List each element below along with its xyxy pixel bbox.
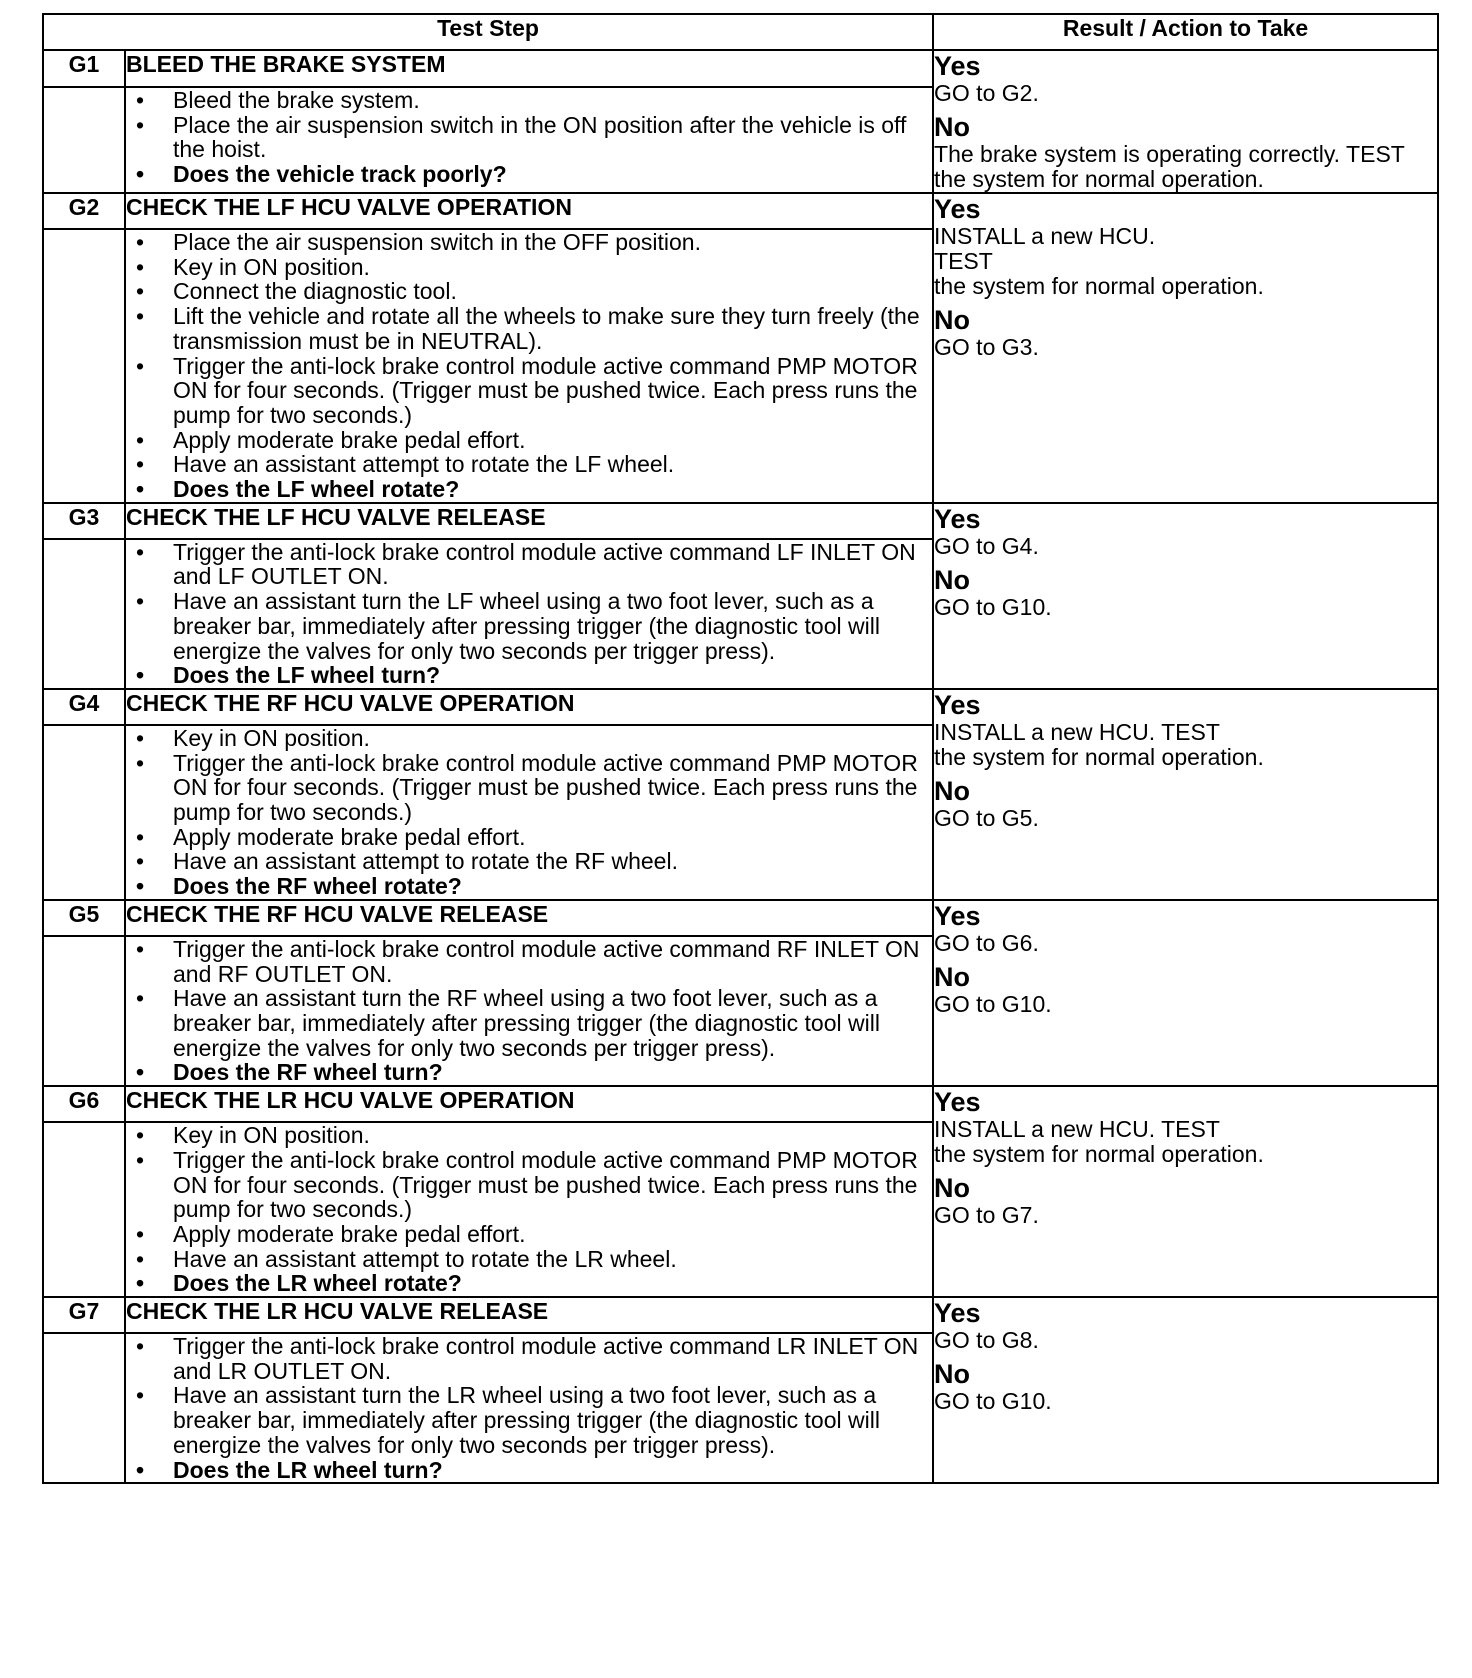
step-instruction: • Bleed the brake system.: [126, 88, 932, 113]
instruction-list: [126, 1123, 932, 1296]
step-title: BLEED THE BRAKE SYSTEM: [125, 50, 933, 87]
step-id-blank: [43, 229, 125, 503]
step-id: G4: [43, 689, 125, 725]
step-instruction: • Connect the diagnostic tool.: [126, 279, 932, 304]
step-question: • Does the LF wheel rotate?: [126, 477, 932, 502]
step-id: G5: [43, 900, 125, 936]
step-title: CHECK THE RF HCU VALVE RELEASE: [125, 900, 933, 936]
step-instruction: • Lift the vehicle and rotate all the wheels to make sure they turn freely (the transmission must be in NEUTRAL).: [126, 304, 932, 353]
step-instructions-cell: [125, 539, 933, 689]
step-id: G7: [43, 1297, 125, 1333]
header-result-action: Result / Action to Take: [933, 14, 1438, 50]
step-instruction: • Key in ON position.: [126, 255, 932, 280]
instruction-list: [126, 726, 932, 899]
step-id-blank: [43, 1122, 125, 1297]
step-instruction: • Trigger the anti-lock brake control module active command LF INLET ON and LF OUTLET ON.: [126, 540, 932, 589]
step-question: • Does the RF wheel turn?: [126, 1060, 932, 1085]
step-id: G3: [43, 503, 125, 539]
yes-action: INSTALL a new HCU. TEST the system for normal operation.: [934, 718, 1264, 770]
step-instruction: • Trigger the anti-lock brake control module active command PMP MOTOR ON for four seconds. (Trigger must be pushed twice. Each press runs the pump for two seconds.): [126, 751, 932, 825]
no-label: No: [934, 775, 971, 806]
step-instruction: • Have an assistant attempt to rotate the LF wheel.: [126, 452, 932, 477]
step-instruction: • Have an assistant attempt to rotate the RF wheel.: [126, 849, 932, 874]
result-action-cell: [933, 1086, 1438, 1297]
step-title-row: [43, 50, 1438, 87]
header-test-step: Test Step: [43, 14, 933, 50]
step-instruction: • Trigger the anti-lock brake control module active command LR INLET ON and LR OUTLET ON.: [126, 1334, 932, 1383]
step-instructions-cell: [125, 936, 933, 1086]
step-instructions-cell: [125, 725, 933, 900]
step-instruction: • Apply moderate brake pedal effort.: [126, 1222, 932, 1247]
step-title-row: [43, 1297, 1438, 1333]
diagnostic-table-sheet: [42, 13, 1437, 1484]
step-question: • Does the vehicle track poorly?: [126, 162, 932, 187]
result-action-cell: [933, 900, 1438, 1086]
step-title: CHECK THE RF HCU VALVE OPERATION: [125, 689, 933, 725]
step-id: G2: [43, 193, 125, 229]
step-title-row: [43, 900, 1438, 936]
step-title: CHECK THE LF HCU VALVE OPERATION: [125, 193, 933, 229]
step-instruction: • Trigger the anti-lock brake control module active command PMP MOTOR ON for four seconds. (Trigger must be pushed twice. Each press runs the pump for two seconds.): [126, 1148, 932, 1222]
instruction-list: [126, 1334, 932, 1482]
yes-action: INSTALL a new HCU. TEST the system for normal operation.: [934, 1116, 1264, 1168]
no-action: GO to G10.: [934, 990, 1052, 1017]
no-label: No: [934, 112, 971, 142]
instruction-list: [126, 88, 932, 187]
yes-label: Yes: [934, 689, 981, 720]
step-question: • Does the LR wheel rotate?: [126, 1271, 932, 1296]
no-label: No: [934, 1173, 971, 1204]
step-id-blank: [43, 539, 125, 689]
step-id: G6: [43, 1086, 125, 1122]
no-action: GO to G10.: [934, 593, 1052, 620]
no-action: The brake system is operating correctly. TEST the system for normal operation.: [934, 141, 1405, 192]
step-instruction: • Trigger the anti-lock brake control module active command RF INLET ON and RF OUTLET ON.: [126, 937, 932, 986]
yes-label: Yes: [934, 1298, 981, 1329]
result-action-cell: [933, 193, 1438, 503]
yes-label: Yes: [934, 51, 981, 81]
no-label: No: [934, 564, 971, 595]
step-question: • Does the LR wheel turn?: [126, 1458, 932, 1483]
step-id-blank: [43, 725, 125, 900]
step-instruction: • Apply moderate brake pedal effort.: [126, 428, 932, 453]
step-instruction: • Key in ON position.: [126, 726, 932, 751]
result-action-cell: [933, 503, 1438, 689]
step-instruction: • Place the air suspension switch in the OFF position.: [126, 230, 932, 255]
step-title-row: [43, 503, 1438, 539]
yes-label: Yes: [934, 503, 981, 534]
instruction-list: [126, 540, 932, 688]
table-header-row: [43, 14, 1438, 50]
step-instruction: • Have an assistant turn the RF wheel using a two foot lever, such as a breaker bar, immediately after pressing trigger (the diagnostic tool will energize the valves for only two seconds per trigger press).: [126, 986, 932, 1060]
step-id: G1: [43, 50, 125, 87]
step-title-row: [43, 193, 1438, 229]
no-label: No: [934, 305, 971, 335]
step-instruction: • Have an assistant attempt to rotate the LR wheel.: [126, 1247, 932, 1272]
table-body: [43, 50, 1438, 1483]
step-instruction: • Key in ON position.: [126, 1123, 932, 1148]
instruction-list: [126, 230, 932, 502]
no-action: GO to G7.: [934, 1202, 1039, 1229]
step-instruction: • Apply moderate brake pedal effort.: [126, 825, 932, 850]
step-title-row: [43, 689, 1438, 725]
step-instructions-cell: [125, 87, 933, 193]
result-action-cell: [933, 689, 1438, 900]
yes-action: GO to G6.: [934, 929, 1039, 956]
step-instructions-cell: [125, 229, 933, 503]
yes-label: Yes: [934, 1087, 981, 1118]
instruction-list: [126, 937, 932, 1085]
step-instruction: • Have an assistant turn the LF wheel using a two foot lever, such as a breaker bar, immediately after pressing trigger (the diagnostic tool will energize the valves for only two seconds per trigger press).: [126, 589, 932, 663]
step-id-blank: [43, 1333, 125, 1483]
step-title-row: [43, 1086, 1438, 1122]
yes-action: GO to G4.: [934, 532, 1039, 559]
no-action: GO to G10.: [934, 1388, 1052, 1415]
step-id-blank: [43, 936, 125, 1086]
step-question: • Does the RF wheel rotate?: [126, 874, 932, 899]
yes-action: GO to G8.: [934, 1327, 1039, 1354]
yes-action: GO to G2.: [934, 80, 1039, 106]
no-label: No: [934, 1359, 971, 1390]
pinpoint-test-table: [42, 13, 1439, 1484]
step-instruction: • Trigger the anti-lock brake control module active command PMP MOTOR ON for four seconds. (Trigger must be pushed twice. Each press runs the pump for two seconds.): [126, 354, 932, 428]
step-instruction: • Have an assistant turn the LR wheel using a two foot lever, such as a breaker bar, immediately after pressing trigger (the diagnostic tool will energize the valves for only two seconds per trigger press).: [126, 1383, 932, 1457]
step-title: CHECK THE LR HCU VALVE OPERATION: [125, 1086, 933, 1122]
step-question: • Does the LF wheel turn?: [126, 663, 932, 688]
yes-label: Yes: [934, 900, 981, 931]
step-id-blank: [43, 87, 125, 193]
yes-label: Yes: [934, 194, 981, 224]
step-instruction: • Place the air suspension switch in the ON position after the vehicle is off the hoist.: [126, 113, 932, 162]
step-title: CHECK THE LR HCU VALVE RELEASE: [125, 1297, 933, 1333]
result-action-cell: [933, 50, 1438, 193]
no-label: No: [934, 961, 971, 992]
step-instructions-cell: [125, 1333, 933, 1483]
step-title: CHECK THE LF HCU VALVE RELEASE: [125, 503, 933, 539]
no-action: GO to G3.: [934, 334, 1039, 360]
no-action: GO to G5.: [934, 804, 1039, 831]
yes-action: INSTALL a new HCU. TEST the system for normal operation.: [934, 223, 1264, 299]
step-instructions-cell: [125, 1122, 933, 1297]
result-action-cell: [933, 1297, 1438, 1483]
